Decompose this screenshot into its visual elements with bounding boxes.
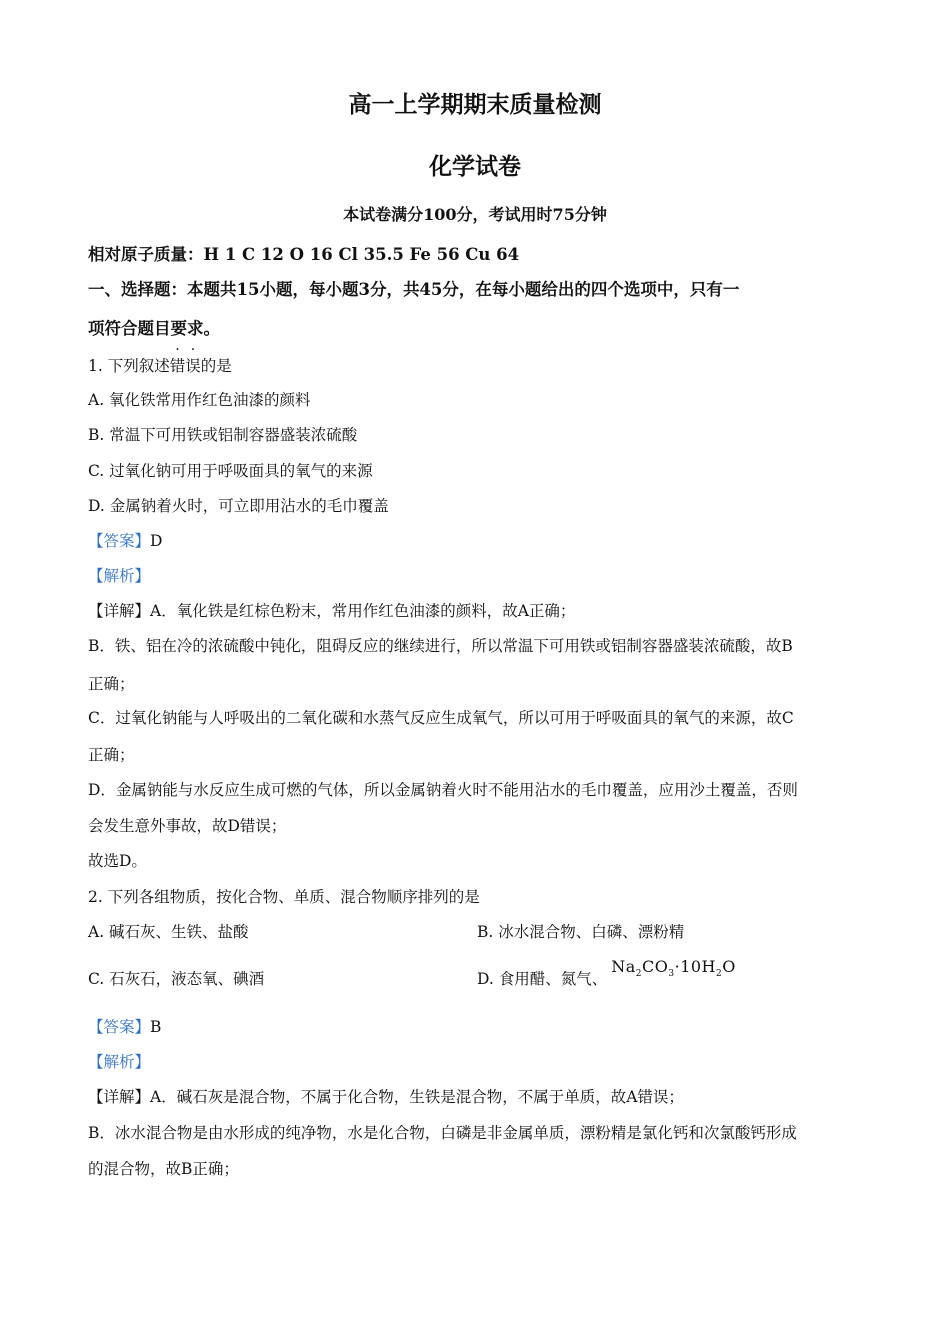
q2-option-d-formula: $Na_2CO_3\cdot 10H_2O$ — [611, 957, 736, 980]
q2-option-d — [477, 957, 736, 991]
q2-detail-a-text: A．碱石灰是混合物，不属于化合物，生铁是混合物，不属于单质，故A错误； — [150, 1088, 684, 1106]
q1-stem-emph2: 误 — [185, 357, 201, 375]
q1-detail-tag: 【详解】 — [88, 602, 151, 620]
q1-stem-prefix: 1. 下列叙述 — [88, 357, 170, 375]
section-heading-line2: 项符合题目要求。 — [88, 319, 220, 338]
exam-meta: 本试卷满分100分，考试用时75分钟 — [343, 205, 607, 224]
q1-conclusion: 故选D。 — [88, 852, 147, 870]
q2-analysis-tag: 【解析】 — [88, 1053, 151, 1071]
q1-detail-c1: C．过氧化钠能与人呼吸出的二氧化碳和水蒸气反应生成氧气，所以可用于呼吸面具的氧气的来源，故C — [88, 709, 794, 727]
q1-answer — [88, 529, 162, 551]
section-heading-line1: 一、选择题：本题共15小题，每小题3分，共45分，在每小题给出的四个选项中，只有一 — [88, 280, 740, 299]
q2-option-d-text: D. 食用醋、氮气、 — [477, 970, 608, 988]
q1-answer-value: D — [150, 532, 163, 550]
atomic-mass: 相对原子质量：H 1 C 12 O 16 Cl 35.5 Fe 56 Cu 64 — [88, 245, 520, 264]
q2-answer — [88, 1015, 161, 1037]
exam-subject: 化学试卷 — [429, 153, 521, 180]
q2-option-a: A. 碱石灰、生铁、盐酸 — [88, 923, 249, 941]
q2-answer-tag: 【答案】 — [88, 1018, 151, 1036]
q1-stem — [88, 354, 232, 376]
q1-answer-tag: 【答案】 — [88, 532, 151, 550]
q2-detail-b2: 的混合物，故B正确； — [88, 1160, 239, 1178]
q1-analysis-tag: 【解析】 — [88, 567, 151, 585]
q2-detail-tag: 【详解】 — [88, 1088, 151, 1106]
q2-option-b: B. 冰水混合物、白磷、漂粉精 — [477, 923, 685, 941]
q1-detail-a — [88, 599, 575, 621]
q1-detail-b2: 正确； — [88, 675, 135, 693]
q1-stem-suffix: 的是 — [200, 357, 232, 375]
q1-option-c: C. 过氧化钠可用于呼吸面具的氧气的来源 — [88, 462, 373, 480]
q2-option-c: C. 石灰石，液态氧、碘酒 — [88, 970, 265, 988]
q1-option-a: A. 氧化铁常用作红色油漆的颜料 — [88, 391, 311, 409]
q1-detail-d1: D．金属钠能与水反应生成可燃的气体，所以金属钠着火时不能用沾水的毛巾覆盖，应用沙土覆盖，否则 — [88, 781, 798, 799]
q2-stem: 2. 下列各组物质，按化合物、单质、混合物顺序排列的是 — [88, 888, 480, 906]
q1-option-b: B. 常温下可用铁或铝制容器盛装浓硫酸 — [88, 426, 358, 444]
q1-option-d: D. 金属钠着火时，可立即用沾水的毛巾覆盖 — [88, 497, 389, 515]
q1-stem-emph1: 错 — [169, 357, 186, 375]
q1-detail-c2: 正确； — [88, 746, 135, 764]
q1-detail-b1: B．铁、铝在冷的浓硫酸中钝化，阻碍反应的继续进行，所以常温下可用铁或铝制容器盛装浓硫酸，故B — [88, 637, 793, 655]
exam-title: 高一上学期期末质量检测 — [348, 91, 602, 118]
q1-detail-a-text: A．氧化铁是红棕色粉末，常用作红色油漆的颜料，故A正确； — [150, 602, 576, 620]
q2-answer-value: B — [150, 1018, 162, 1036]
q2-detail-b1: B．冰水混合物是由水形成的纯净物，水是化合物，白磷是非金属单质，漂粉精是氯化钙和次氯酸钙形成 — [88, 1124, 797, 1142]
q1-detail-d2: 会发生意外事故，故D错误； — [88, 817, 287, 835]
q2-detail-a — [88, 1085, 684, 1107]
